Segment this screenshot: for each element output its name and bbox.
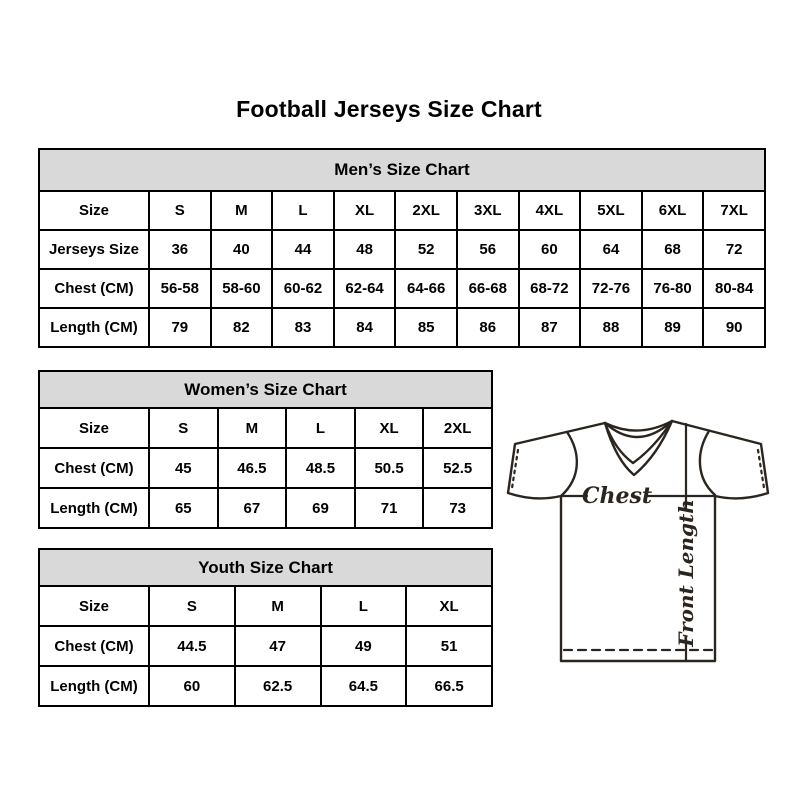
table-row <box>39 626 492 666</box>
row-label: Length (CM) <box>39 308 149 347</box>
table-cell: 47 <box>235 626 321 666</box>
mens-table-title: Men’s Size Chart <box>39 149 765 191</box>
table-cell: 44 <box>272 230 334 269</box>
table-row <box>39 191 765 230</box>
table-cell: 72-76 <box>580 269 642 308</box>
table-header-row <box>39 149 765 191</box>
table-cell: 49 <box>321 626 407 666</box>
row-label: Jerseys Size <box>39 230 149 269</box>
row-label: Length (CM) <box>39 666 149 706</box>
table-cell: 36 <box>149 230 211 269</box>
table-cell: 76-80 <box>642 269 704 308</box>
youth-table-title: Youth Size Chart <box>39 549 492 586</box>
table-cell: 80-84 <box>703 269 765 308</box>
table-row <box>39 586 492 626</box>
table-cell: 66-68 <box>457 269 519 308</box>
table-cell: 46.5 <box>218 448 287 488</box>
table-cell: 60 <box>149 666 235 706</box>
table-cell: 68-72 <box>519 269 581 308</box>
table-cell: 88 <box>580 308 642 347</box>
table-cell: 85 <box>395 308 457 347</box>
table-cell: 3XL <box>457 191 519 230</box>
table-cell: 84 <box>334 308 396 347</box>
sleeve-seam-right <box>700 431 715 495</box>
table-cell: 82 <box>211 308 273 347</box>
table-cell: 67 <box>218 488 287 528</box>
table-cell: M <box>211 191 273 230</box>
table-cell: 72 <box>703 230 765 269</box>
table-cell: M <box>235 586 321 626</box>
womens-size-table <box>38 370 493 529</box>
table-header-row <box>39 371 492 408</box>
table-cell: 2XL <box>423 408 492 448</box>
womens-table-body <box>39 408 492 528</box>
table-row <box>39 308 765 347</box>
table-cell: 56-58 <box>149 269 211 308</box>
table-cell: 60-62 <box>272 269 334 308</box>
table-cell: 2XL <box>395 191 457 230</box>
table-cell: 48.5 <box>286 448 355 488</box>
table-cell: XL <box>334 191 396 230</box>
table-cell: 62-64 <box>334 269 396 308</box>
table-cell: 71 <box>355 488 424 528</box>
table-cell: 40 <box>211 230 273 269</box>
table-cell: 86 <box>457 308 519 347</box>
table-cell: 89 <box>642 308 704 347</box>
table-cell: L <box>286 408 355 448</box>
table-cell: 65 <box>149 488 218 528</box>
youth-size-table <box>38 548 493 707</box>
table-cell: 52.5 <box>423 448 492 488</box>
youth-table-body <box>39 586 492 706</box>
front-length-label: Front Length <box>674 499 698 647</box>
page-title: Football Jerseys Size Chart <box>236 96 542 122</box>
table-cell: 66.5 <box>406 666 492 706</box>
jersey-outline <box>508 421 768 661</box>
table-cell: 64-66 <box>395 269 457 308</box>
sleeve-seam-left <box>561 432 577 496</box>
table-cell: 90 <box>703 308 765 347</box>
table-cell: XL <box>355 408 424 448</box>
table-cell: 79 <box>149 308 211 347</box>
table-cell: 51 <box>406 626 492 666</box>
table-cell: S <box>149 408 218 448</box>
table-cell: L <box>272 191 334 230</box>
table-cell: 87 <box>519 308 581 347</box>
row-label: Length (CM) <box>39 488 149 528</box>
row-label: Chest (CM) <box>39 269 149 308</box>
table-cell: 56 <box>457 230 519 269</box>
table-cell: 52 <box>395 230 457 269</box>
table-cell: 4XL <box>519 191 581 230</box>
row-label: Size <box>39 586 149 626</box>
row-label: Size <box>39 191 149 230</box>
table-cell: 5XL <box>580 191 642 230</box>
table-cell: XL <box>406 586 492 626</box>
table-cell: 6XL <box>642 191 704 230</box>
table-header-row <box>39 549 492 586</box>
table-cell: S <box>149 586 235 626</box>
table-row <box>39 488 492 528</box>
row-label: Chest (CM) <box>39 626 149 666</box>
table-cell: 45 <box>149 448 218 488</box>
table-row <box>39 408 492 448</box>
table-cell: 83 <box>272 308 334 347</box>
table-cell: 7XL <box>703 191 765 230</box>
table-row <box>39 448 492 488</box>
table-row <box>39 666 492 706</box>
table-cell: 64.5 <box>321 666 407 706</box>
table-cell: 48 <box>334 230 396 269</box>
table-cell: L <box>321 586 407 626</box>
table-cell: 73 <box>423 488 492 528</box>
table-cell: M <box>218 408 287 448</box>
womens-table-title: Women’s Size Chart <box>39 371 492 408</box>
table-cell: S <box>149 191 211 230</box>
table-cell: 58-60 <box>211 269 273 308</box>
chest-label: Chest <box>581 483 653 509</box>
mens-table-body <box>39 191 765 347</box>
table-cell: 62.5 <box>235 666 321 706</box>
mens-size-table <box>38 148 766 348</box>
table-row <box>39 230 765 269</box>
table-cell: 64 <box>580 230 642 269</box>
table-cell: 68 <box>642 230 704 269</box>
row-label: Size <box>39 408 149 448</box>
table-cell: 60 <box>519 230 581 269</box>
table-cell: 50.5 <box>355 448 424 488</box>
table-cell: 44.5 <box>149 626 235 666</box>
table-cell: 69 <box>286 488 355 528</box>
jersey-measurement-diagram <box>503 398 775 670</box>
table-row <box>39 269 765 308</box>
row-label: Chest (CM) <box>39 448 149 488</box>
